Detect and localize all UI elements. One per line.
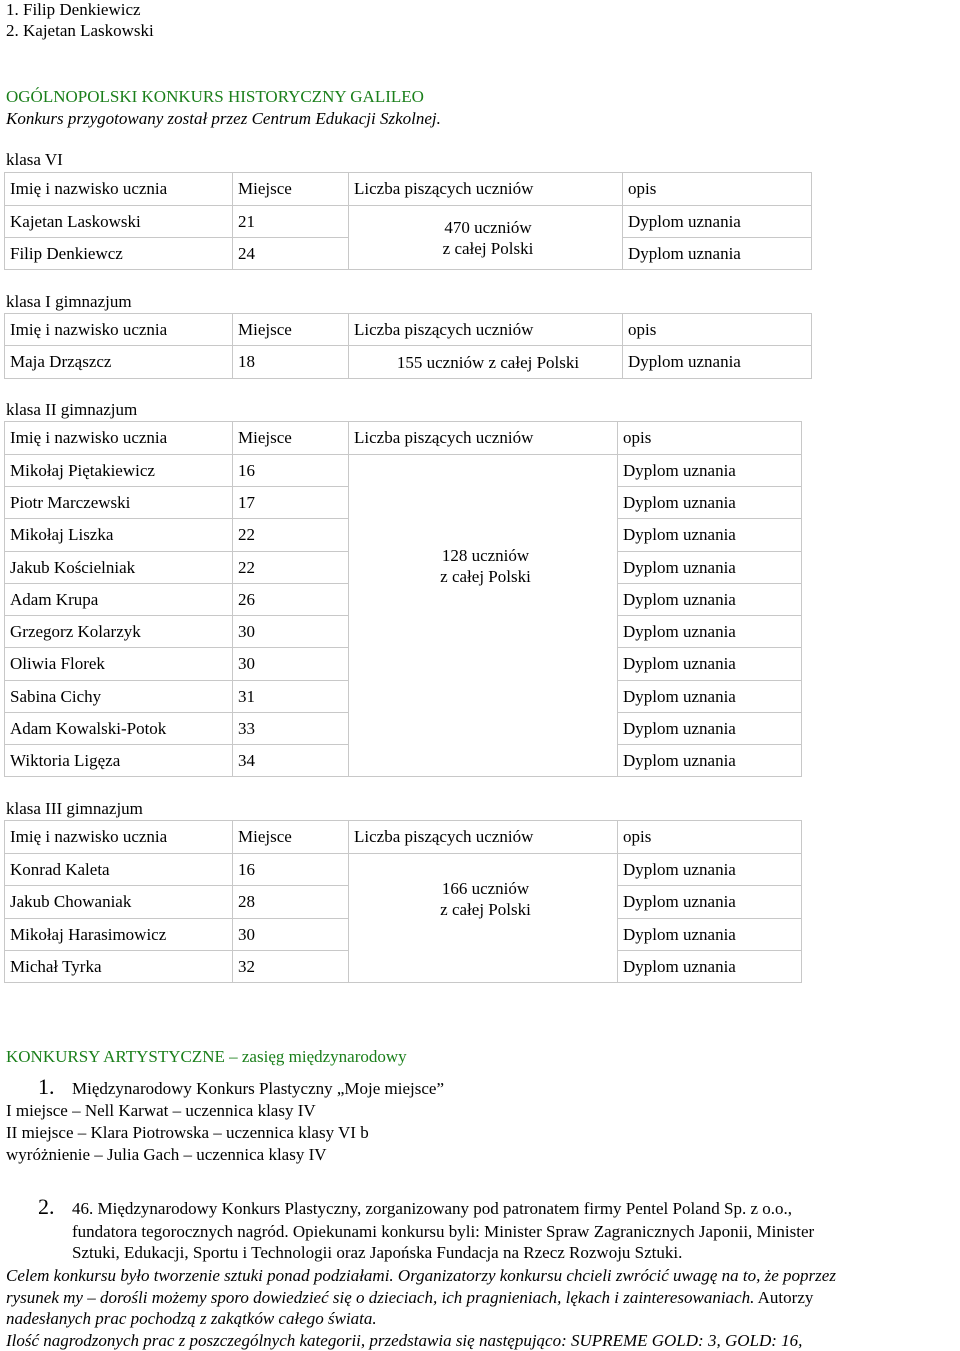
art-section-title: KONKURSY ARTYSTYCZNE – zasięg międzynarodowy [6,1047,407,1066]
table-header-row [5,173,812,206]
art-item-1-title: Międzynarodowy Konkurs Plastyczny „Moje miejsce” [72,1079,445,1098]
award-desc: Dyplom uznania [623,346,812,379]
student-name: Grzegorz Kolarzyk [5,616,233,648]
header-desc: opis [623,314,812,346]
student-place: 21 [233,206,349,238]
student-place: 16 [233,455,349,487]
award-desc: Dyplom uznania [618,854,802,886]
header-place: Miejsce [233,314,349,346]
student-name: Jakub Chowaniak [5,886,233,919]
art-italic-line: rysunek my – dorośli możemy sporo dowiedzieć się o dzieciach, ich pragnieniach, lękach i zainteresowaniach. [6,1288,755,1307]
student-name: Jakub Kościelniak [5,552,233,584]
student-name: Wiktoria Ligęza [5,745,233,777]
student-place: 30 [233,616,349,648]
student-name: Mikołaj Piętakiewicz [5,455,233,487]
art-item-1-line: I miejsce – Nell Karwat – uczennica klasy IV [6,1101,316,1120]
art-item-2-heading [38,1194,792,1220]
student-place: 28 [233,886,349,919]
award-desc: Dyplom uznania [618,713,802,745]
award-desc: Dyplom uznania [623,206,812,238]
student-name: Mikołaj Harasimowicz [5,919,233,951]
header-desc: opis [618,821,802,854]
student-place: 24 [233,238,349,270]
participants-count-line1: 470 uczniów [444,217,532,237]
header-name: Imię i nazwisko ucznia [5,422,233,455]
header-count: Liczba piszących uczniów [349,422,618,455]
art-item-1-heading [38,1074,444,1100]
student-name: Adam Krupa [5,584,233,616]
student-name: Oliwia Florek [5,648,233,681]
award-desc: Dyplom uznania [618,919,802,951]
header-name: Imię i nazwisko ucznia [5,314,233,346]
student-place: 22 [233,519,349,552]
student-name: Kajetan Laskowski [5,206,233,238]
student-place: 18 [233,346,349,379]
student-place: 33 [233,713,349,745]
table-row [5,455,802,487]
art-italic-line: nadesłanych prac pochodzą z zakątków całego świata. [6,1309,377,1328]
art-item-2-line: fundatora tegorocznych nagród. Opiekunami konkursu byli: Minister Spraw Zagranicznych Japonii, Minister [72,1222,815,1241]
galileo-title: OGÓLNOPOLSKI KONKURS HISTORYCZNY GALILEO [6,87,424,106]
table-header-row [5,821,802,854]
student-place: 31 [233,681,349,713]
section-label-klasa-vi: klasa VI [6,150,63,169]
student-place: 34 [233,745,349,777]
art-item-2-line: Sztuki, Edukacji, Sportu i Technologii oraz Japońska Fundacja na Rzecz Rozwoju Sztuki. [72,1243,683,1262]
header-count: Liczba piszących uczniów [349,821,618,854]
top-list-item-1: 1. Filip Denkiewicz [6,0,141,19]
galileo-subtitle: Konkurs przygotowany został przez Centrum Edukacji Szkolnej. [6,109,441,128]
student-name: Michał Tyrka [5,951,233,983]
award-desc: Dyplom uznania [618,584,802,616]
participants-count-line2: z całej Polski [442,238,534,258]
student-place: 16 [233,854,349,886]
award-desc: Dyplom uznania [618,487,802,519]
header-name: Imię i nazwisko ucznia [5,821,233,854]
art-autorzy-word: Autorzy [757,1288,814,1307]
participants-count [349,455,618,777]
student-place: 32 [233,951,349,983]
header-place: Miejsce [233,173,349,206]
table-header-row [5,314,812,346]
art-item-2-line: 46. Międzynarodowy Konkurs Plastyczny, zorganizowany pod patronatem firmy Pentel Poland Sp. z o.o., [72,1199,793,1218]
award-desc: Dyplom uznania [618,552,802,584]
art-italic-line: Ilość nagrodzonych prac z poszczególnych kategorii, przedstawia się następująco: SUPREME GOLD: 3, GOLD: 16, [6,1331,803,1350]
award-desc: Dyplom uznania [618,681,802,713]
art-item-1-line: II miejsce – Klara Piotrowska – uczennica klasy VI b [6,1123,369,1142]
student-place: 17 [233,487,349,519]
award-desc: Dyplom uznania [623,238,812,270]
art-italic-line-row [6,1288,813,1308]
student-name: Maja Drząszcz [5,346,233,379]
header-count: Liczba piszących uczniów [349,314,623,346]
student-place: 30 [233,648,349,681]
header-name: Imię i nazwisko ucznia [5,173,233,206]
student-place: 22 [233,552,349,584]
award-desc: Dyplom uznania [618,886,802,919]
results-table-klasa-i-gim [4,313,812,379]
table-row [5,206,812,238]
results-table-klasa-iii-gim [4,820,802,983]
award-desc: Dyplom uznania [618,951,802,983]
top-list-item-2: 2. Kajetan Laskowski [6,21,154,40]
art-item-1-number: 1. [38,1074,55,1099]
participants-count-line2: z całej Polski [440,567,531,586]
student-name: Adam Kowalski-Potok [5,713,233,745]
header-desc: opis [618,422,802,455]
table-row [5,854,802,886]
award-desc: Dyplom uznania [618,648,802,681]
header-count: Liczba piszących uczniów [349,173,623,206]
section-label-klasa-iii-gim: klasa III gimnazjum [6,799,143,818]
student-place: 26 [233,584,349,616]
header-place: Miejsce [233,422,349,455]
student-name: Mikołaj Liszka [5,519,233,552]
results-table-klasa-ii-gim [4,421,802,777]
award-desc: Dyplom uznania [618,745,802,777]
participants-count-line1: 128 uczniów [441,546,530,565]
table-header-row [5,422,802,455]
art-item-2-number: 2. [38,1194,55,1219]
participants-count [349,206,623,270]
award-desc: Dyplom uznania [618,455,802,487]
header-desc: opis [623,173,812,206]
student-name: Konrad Kaleta [5,854,233,886]
header-place: Miejsce [233,821,349,854]
participants-count-line2: z całej Polski [440,900,531,919]
award-desc: Dyplom uznania [618,519,802,552]
participants-count [349,854,618,983]
student-place: 30 [233,919,349,951]
section-label-klasa-ii-gim: klasa II gimnazjum [6,400,138,419]
art-italic-line: Celem konkursu było tworzenie sztuki ponad podziałami. Organizatorzy konkursu chcieli zwrócić uwagę na to, że poprzez [6,1266,836,1285]
student-name: Sabina Cichy [5,681,233,713]
student-name: Piotr Marczewski [5,487,233,519]
section-label-klasa-i-gim: klasa I gimnazjum [6,292,132,311]
participants-count: 155 uczniów z całej Polski [349,346,623,379]
participants-count-line1: 166 uczniów [441,879,530,898]
award-desc: Dyplom uznania [618,616,802,648]
results-table-klasa-vi [4,172,812,270]
table-row [5,346,812,379]
art-item-1-line: wyróżnienie – Julia Gach – uczennica klasy IV [6,1145,327,1164]
student-name: Filip Denkiewcz [5,238,233,270]
